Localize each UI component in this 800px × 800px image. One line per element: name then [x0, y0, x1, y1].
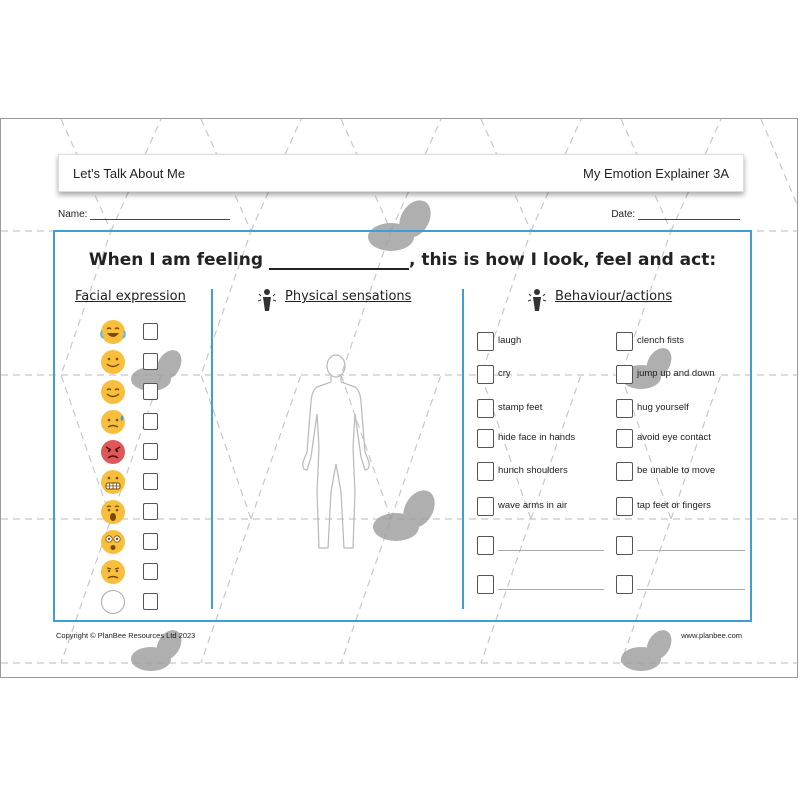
- behaviour-label: hug yourself: [637, 402, 689, 413]
- face-option-row: [99, 588, 169, 616]
- smiling-face-icon: [99, 348, 127, 376]
- behaviour-checkbox[interactable]: [616, 462, 633, 481]
- behaviour-label: avoid eye contact: [637, 432, 711, 443]
- face-checkbox[interactable]: [143, 323, 158, 340]
- name-field[interactable]: [58, 209, 230, 220]
- write-in-line[interactable]: [637, 589, 745, 590]
- behaviour-checkbox[interactable]: [616, 429, 633, 448]
- behaviour-checkbox[interactable]: [477, 497, 494, 516]
- feeling-prompt: [55, 250, 750, 270]
- behaviour-label: tap feet or fingers: [637, 500, 711, 511]
- behaviour-checkbox[interactable]: [616, 332, 633, 351]
- person-behaviour-icon: [527, 288, 547, 312]
- laughing-crying-face-icon: [99, 318, 127, 346]
- face-option-row: [99, 378, 169, 406]
- physical-sensations-heading: Physical sensations: [285, 289, 412, 304]
- emotion-explainer-frame: [53, 230, 752, 622]
- worksheet-title: My Emotion Explainer 3A: [583, 166, 729, 181]
- name-label: Name:: [58, 209, 88, 220]
- copyright-notice: Copyright © PlanBee Resources Ltd 2023: [56, 631, 196, 640]
- angry-face-icon: [99, 438, 127, 466]
- face-option-row: [99, 498, 169, 526]
- worksheet: [0, 118, 798, 678]
- header-banner: [58, 154, 744, 192]
- behaviour-label: hunch shoulders: [498, 465, 568, 476]
- behaviour-checkbox[interactable]: [477, 365, 494, 384]
- face-option-row: [99, 528, 169, 556]
- shocked-face-icon: [99, 498, 127, 526]
- sad-face-icon: [99, 558, 127, 586]
- date-blank-line: [638, 210, 740, 220]
- grimacing-face-icon: [99, 468, 127, 496]
- behaviour-label: wave arms in air: [498, 500, 568, 511]
- write-in-line[interactable]: [637, 550, 745, 551]
- face-option-row: [99, 558, 169, 586]
- face-checkbox[interactable]: [143, 413, 158, 430]
- website-link[interactable]: www.planbee.com: [681, 631, 742, 640]
- date-label: Date:: [611, 209, 636, 220]
- behaviour-label: jump up and down: [637, 368, 715, 379]
- behaviour-checkbox[interactable]: [477, 429, 494, 448]
- behaviour-checkbox[interactable]: [616, 575, 633, 594]
- behaviour-label: clench fists: [637, 335, 684, 346]
- column-divider-1: [211, 289, 213, 609]
- behaviour-checkbox[interactable]: [616, 399, 633, 418]
- nervous-sweat-face-icon: [99, 408, 127, 436]
- behaviour-label: hide face in hands: [498, 432, 576, 443]
- behaviour-label: stamp feet: [498, 402, 543, 413]
- prompt-start-text: When I am feeling: [88, 250, 264, 270]
- face-checkbox[interactable]: [143, 563, 158, 580]
- face-checkbox[interactable]: [143, 383, 158, 400]
- face-option-row: [99, 438, 169, 466]
- surprised-face-icon: [99, 528, 127, 556]
- behaviour-label: cry: [498, 368, 511, 379]
- column-divider-2: [462, 289, 464, 609]
- face-checkbox[interactable]: [143, 473, 158, 490]
- behaviour-actions-heading: Behaviour/actions: [555, 289, 673, 304]
- happy-face-icon: [99, 378, 127, 406]
- date-field[interactable]: [611, 209, 740, 220]
- face-option-row: [99, 348, 169, 376]
- behaviour-checkbox[interactable]: [477, 332, 494, 351]
- behaviour-label: be unable to move: [637, 465, 716, 476]
- blank-face-icon[interactable]: [99, 588, 127, 616]
- prompt-end-text: , this is how I look, feel and act:: [408, 250, 717, 270]
- behaviour-checkbox[interactable]: [477, 462, 494, 481]
- worksheet-series-title: Let's Talk About Me: [73, 166, 186, 181]
- feeling-blank-line[interactable]: [269, 254, 409, 270]
- facial-expression-heading: Facial expression: [75, 289, 186, 304]
- face-option-row: [99, 408, 169, 436]
- face-checkbox[interactable]: [143, 503, 158, 520]
- face-option-row: [99, 468, 169, 496]
- name-blank-line: [90, 210, 230, 220]
- behaviour-checkbox[interactable]: [616, 497, 633, 516]
- write-in-line[interactable]: [498, 589, 604, 590]
- person-sensation-icon: [257, 288, 277, 312]
- behaviour-checkbox[interactable]: [616, 536, 633, 555]
- face-checkbox[interactable]: [143, 593, 158, 610]
- behaviour-checkbox[interactable]: [477, 536, 494, 555]
- write-in-line[interactable]: [498, 550, 604, 551]
- behaviour-checkbox[interactable]: [477, 399, 494, 418]
- behaviour-checkbox[interactable]: [477, 575, 494, 594]
- face-checkbox[interactable]: [143, 353, 158, 370]
- behaviour-checkbox[interactable]: [616, 365, 633, 384]
- face-option-row: [99, 318, 169, 346]
- behaviour-label: laugh: [498, 335, 522, 346]
- face-checkbox[interactable]: [143, 533, 158, 550]
- human-body-outline-icon: [295, 352, 377, 554]
- face-checkbox[interactable]: [143, 443, 158, 460]
